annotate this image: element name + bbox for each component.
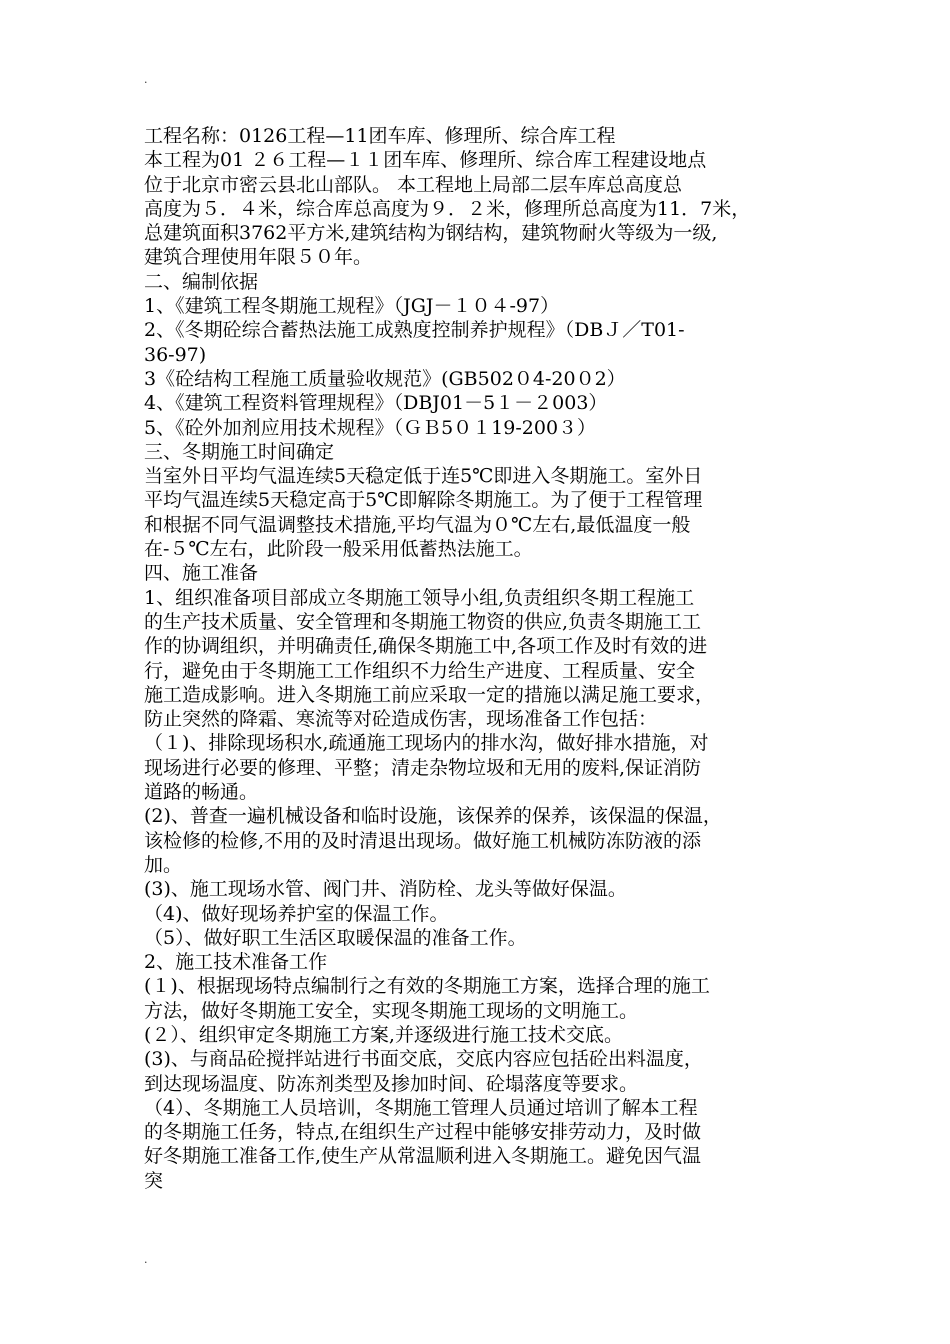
text-line: 的冬期施工任务，特点,在组织生产过程中能够安排劳动力，及时做 xyxy=(144,1121,702,1144)
text-line: 2、施工技术准备工作 xyxy=(144,951,328,974)
text-line: 建筑合理使用年限５０年。 xyxy=(144,246,373,269)
text-line: (１)、根据现场特点编制行之有效的冬期施工方案，选择合理的施工 xyxy=(144,975,710,998)
text-line: 作的协调组织，并明确责任,确保冬期施工中,各项工作及时有效的进 xyxy=(144,635,708,658)
text-line: 2、《冬期砼综合蓄热法施工成熟度控制养护规程》（DBＪ／T01- xyxy=(144,319,685,342)
text-line: (２）、组织审定冬期施工方案,并逐级进行施工技术交底。 xyxy=(144,1023,623,1046)
text-line: 位于北京市密云县北山部队。 本工程地上局部二层车库总高度总 xyxy=(144,173,683,196)
text-line: 3《砼结构工程施工质量验收规范》(GB502０4-20０2） xyxy=(144,367,626,390)
text-line: 36-97) xyxy=(144,343,207,366)
text-line: (2)、普查一遍机械设备和临时设施，该保养的保养，该保温的保温， xyxy=(144,805,722,828)
text-line: 和根据不同气温调整技术措施,平均气温为０℃左右,最低温度一般 xyxy=(144,513,691,536)
footer-dot: . xyxy=(144,1253,148,1266)
text-line: 突 xyxy=(144,1169,164,1192)
document-body xyxy=(144,124,812,1193)
text-line: 防止突然的降霜、寒流等对砼造成伤害，现场准备工作包括： xyxy=(144,708,658,731)
text-line: 四、施工准备 xyxy=(144,562,259,585)
text-line: 方法，做好冬期施工安全，实现冬期施工现场的文明施工。 xyxy=(144,999,639,1022)
text-line: 总建筑面积3762平方米,建筑结构为钢结构，建筑物耐火等级为一级, xyxy=(144,222,718,245)
text-line: 二、编制依据 xyxy=(144,270,259,293)
text-line: 本工程为01 ２６工程—１１团车库、修理所、综合库工程建设地点 xyxy=(144,149,707,172)
text-line: 道路的畅通。 xyxy=(144,781,259,804)
text-line: 4、《建筑工程资料管理规程》（DBJ01－5１－２003） xyxy=(144,392,608,415)
text-line: 行，避免由于冬期施工工作组织不力给生产进度、工程质量、安全 xyxy=(144,659,696,682)
text-line: 工程名称：0126工程—11团车库、修理所、综合库工程 xyxy=(144,125,616,147)
text-line: 在-５℃左右，此阶段一般采用低蓄热法施工。 xyxy=(144,538,533,561)
text-line: （4)、做好现场养护室的保温工作。 xyxy=(144,902,449,925)
text-line: 1、《建筑工程冬期施工规程》（JGJ－１０４-97） xyxy=(144,295,560,318)
text-line: 加。 xyxy=(144,853,183,876)
text-line: 现场进行必要的修理、平整；清走杂物垃圾和无用的废料,保证消防 xyxy=(144,756,702,779)
text-line: 好冬期施工准备工作,使生产从常温顺利进入冬期施工。避免因气温 xyxy=(144,1145,702,1168)
text-line: （5）、做好职工生活区取暖保温的准备工作。 xyxy=(144,926,527,949)
header-dot: . xyxy=(144,73,148,86)
text-line: 三、冬期施工时间确定 xyxy=(144,440,335,463)
text-line: （4）、冬期施工人员培训，冬期施工管理人员通过培训了解本工程 xyxy=(144,1096,698,1119)
text-line: 当室外日平均气温连续5天稳定低于连5℃即进入冬期施工。室外日 xyxy=(144,465,703,488)
text-line: （１)、排除现场积水,疏通施工现场内的排水沟，做好排水措施，对 xyxy=(144,732,709,755)
text-line: 到达现场温度、防冻剂类型及掺加时间、砼塌落度等要求。 xyxy=(144,1072,639,1095)
text-line: 施工造成影响。进入冬期施工前应采取一定的措施以满足施工要求， xyxy=(144,683,715,706)
text-line: 高度为５．４米，综合库总高度为９．２米，修理所总高度为11．7米， xyxy=(144,197,751,220)
text-line: 该检修的检修,不用的及时清退出现场。做好施工机械防冻防液的添 xyxy=(144,829,702,852)
text-line: 1、组织准备项目部成立冬期施工领导小组,负责组织冬期工程施工 xyxy=(144,586,695,609)
text-line: (3)、施工现场水管、阀门井、消防栓、龙头等做好保温。 xyxy=(144,878,627,901)
text-line: 平均气温连续5天稳定高于5℃即解除冬期施工。为了便于工程管理 xyxy=(144,489,703,512)
text-line: 5、《砼外加剂应用技术规程》（ＧＢ5０１19-200３） xyxy=(144,416,597,439)
text-line: (3)、与商品砼搅拌站进行书面交底，交底内容应包括砼出料温度， xyxy=(144,1048,703,1071)
text-line: 的生产技术质量、安全管理和冬期施工物资的供应,负责冬期施工工 xyxy=(144,610,702,633)
